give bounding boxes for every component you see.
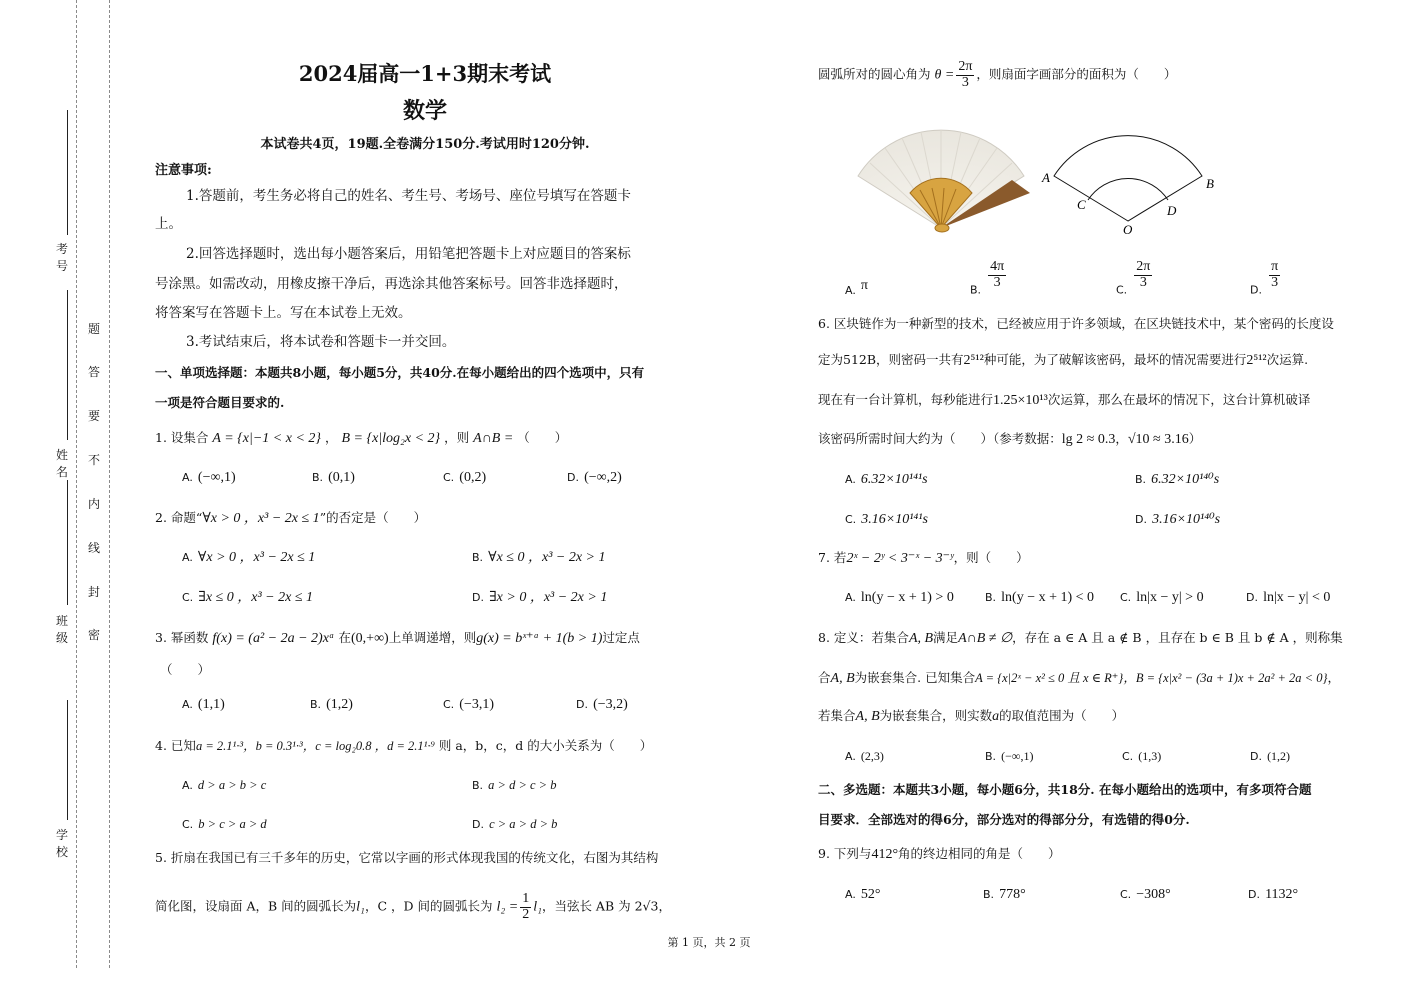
q5-theta-num: 2π bbox=[958, 59, 973, 74]
q6-line-2c: 次运算. bbox=[1266, 352, 1309, 367]
q2-post: ”的否定是（ ） bbox=[319, 510, 427, 525]
seal-char-3: 线 bbox=[88, 541, 101, 555]
q3-mid-2: 上单调递增，则 bbox=[388, 630, 477, 645]
q6-line-2b: 种可能，为了破解该密码，最坏的情况需要进行 bbox=[983, 352, 1247, 367]
q1-option-d: D. (−∞,2) bbox=[567, 470, 622, 485]
q7-option-b-value: ln(y − x + 1) < 0 bbox=[1001, 590, 1095, 605]
q7-expr: 2ˣ − 2ʸ < 3⁻ˣ − 3⁻ʸ bbox=[846, 551, 954, 566]
q5-option-d-fraction bbox=[1269, 260, 1280, 290]
q3-pre: 幂函数 bbox=[170, 630, 209, 645]
q5-post-3: ，则扇面字画部分的面积为（ ） bbox=[976, 66, 1177, 82]
outer-dashed-line bbox=[76, 0, 77, 968]
q8-ab-3: A, B bbox=[855, 709, 880, 724]
banji-label: 班级 bbox=[56, 614, 69, 645]
question-6-line-3 bbox=[818, 392, 1310, 410]
question-4 bbox=[155, 738, 652, 754]
note-2-line-3: 将答案写在答题卡上。写在本试卷上无效。 bbox=[155, 305, 412, 321]
q8-set-b: ，B = {x|x² − (3a + 1)x + 2a² + 2a < 0} bbox=[1123, 671, 1328, 685]
q5-option-b-num: 4π bbox=[990, 259, 1005, 274]
q3-option-b: B. (1,2) bbox=[310, 697, 353, 712]
q3-option-b-value: (1,2) bbox=[326, 697, 353, 712]
section-1-line-2: 一项是符合题目要求的. bbox=[155, 395, 285, 410]
q6-line-3b: 次运算，那么在最坏的情况下，这台计算机破译 bbox=[1047, 392, 1311, 407]
q1-option-a: A. (−∞,1) bbox=[182, 470, 236, 485]
kaohao-underline bbox=[67, 110, 68, 235]
q6-option-a-value: 6.32×10¹⁴¹s bbox=[860, 472, 928, 487]
q5-option-b-fraction bbox=[988, 260, 1006, 290]
q5-option-c: $_{C.}$ $\frac{2\pi}{3}$ bbox=[1116, 259, 1151, 297]
q8-ab-1: A, B bbox=[908, 631, 934, 646]
seal-char-6: 要 bbox=[88, 409, 101, 423]
q6-line-1: 区块链作为一种新型的技术，已经被应用于许多领域，在区块链技术中，某个密码的长度设 bbox=[833, 316, 1334, 331]
q5-theta-fraction bbox=[956, 60, 974, 90]
q4-option-a: A. d > a > b > c bbox=[182, 778, 267, 792]
q5-option-a: A. π bbox=[845, 278, 868, 297]
q3-option-c: C. (−3,1) bbox=[443, 697, 495, 712]
q2-expr: ∀x > 0 ，x³ − 2x ≤ 1 bbox=[202, 511, 320, 526]
note-1-line-2: 上。 bbox=[155, 216, 182, 232]
q8-line-2c: ， bbox=[1327, 670, 1340, 685]
q8-ab-2: A, B bbox=[830, 671, 855, 686]
q8-option-d: D. (1,2) bbox=[1250, 749, 1291, 763]
q3-post: 过定点 bbox=[602, 630, 640, 645]
q7-option-c: C. ln|x − y| > 0 bbox=[1120, 590, 1204, 605]
q9-number: 9. bbox=[818, 846, 830, 861]
q9-option-b: B. 778° bbox=[983, 887, 1026, 902]
question-9 bbox=[818, 846, 1061, 864]
q7-number: 7. bbox=[818, 550, 830, 565]
question-8-line-2 bbox=[818, 670, 1340, 688]
q1-paren: （ ） bbox=[517, 430, 568, 445]
q6-option-d: D. 3.16×10¹⁴⁰s bbox=[1135, 512, 1221, 527]
q8-line-2b: 为嵌套集合. 已知集合 bbox=[854, 670, 976, 685]
q1-pre: 设集合 bbox=[170, 430, 209, 445]
q8-option-d-value: (1,2) bbox=[1267, 749, 1291, 763]
question-3 bbox=[155, 630, 640, 648]
note-2-line-1: 2.回答选择题时，选出每小题答案后，用铅笔把答题卡上对应题目的答案标 bbox=[186, 246, 631, 262]
q3-interval: (0,+∞) bbox=[351, 631, 389, 646]
q1-option-a-value: (−∞,1) bbox=[197, 470, 236, 485]
q4-option-a-value: d > a > b > c bbox=[197, 778, 267, 792]
note-1-line-1: 1.答题前，考生务必将自己的姓名、考生号、考场号、座位号填写在答题卡 bbox=[186, 188, 631, 204]
q6-pow-1: 2⁵¹² bbox=[963, 353, 984, 368]
q4-pre: 已知 bbox=[170, 738, 196, 753]
q3-option-c-value: (−3,1) bbox=[459, 697, 495, 712]
q1-set-a: A = {x|−1 < x < 2} bbox=[212, 431, 321, 446]
q6-line-2a: 定为512B，则密码一共有 bbox=[818, 352, 964, 367]
question-7 bbox=[818, 550, 1029, 568]
q8-option-b-value: (−∞,1) bbox=[1001, 749, 1034, 763]
q2-option-a-value: ∀x > 0 ，x³ − 2x ≤ 1 bbox=[197, 550, 316, 565]
q5-pre-2: 简化图，设扇面 A，B 间的圆弧长为 bbox=[155, 898, 357, 914]
q8-line-3c: 的取值范围为（ ） bbox=[999, 708, 1125, 723]
q9-option-d: D. 1132° bbox=[1248, 887, 1299, 902]
q4-expr: a = 2.1¹·³，b = 0.3¹·³，c = log₂0.8 ，d = 2.1¹·⁹ bbox=[195, 739, 435, 753]
q1-option-b: B. (0,1) bbox=[312, 470, 355, 485]
q2-option-c: C. ∃x ≤ 0 ，x³ − 2x ≤ 1 bbox=[182, 590, 314, 605]
q1-set-b: B = {x|log₂x < 2} bbox=[341, 431, 441, 446]
seal-char-8: 题 bbox=[88, 322, 101, 336]
note-3: 3.考试结束后，将本试卷和答题卡一并交回。 bbox=[186, 334, 456, 350]
q4-post: 则 a，b，c，d 的大小关系为（ ） bbox=[438, 738, 653, 753]
q8-option-c-value: (1,3) bbox=[1138, 749, 1162, 763]
q9-pre: 下列与 bbox=[833, 846, 872, 861]
q9-option-a-value: 52° bbox=[860, 887, 881, 902]
q1-option-b-value: (0,1) bbox=[328, 470, 355, 485]
q1-option-c: C. (0,2) bbox=[443, 470, 487, 485]
q5-theta: θ = bbox=[934, 67, 955, 83]
q8-a-var: a bbox=[992, 709, 1000, 724]
question-5-line-2 bbox=[155, 892, 671, 922]
q5-l1-b: l₁ bbox=[533, 899, 542, 915]
q6-option-b-value: 6.32×10¹⁴⁰s bbox=[1151, 472, 1220, 487]
q2-pre: 命题“ bbox=[170, 510, 203, 525]
q8-line-2a: 合 bbox=[818, 670, 831, 685]
xuexiao-underline bbox=[67, 700, 68, 820]
fig-label-o: O bbox=[1123, 222, 1133, 237]
q3-mid-1: 在 bbox=[338, 630, 352, 645]
q3-g-expr: g(x) = bˣ⁺ᵃ + 1(b > 1) bbox=[476, 631, 603, 646]
xingming-underline bbox=[67, 290, 68, 440]
q2-option-b: B. ∀x ≤ 0 ，x³ − 2x > 1 bbox=[472, 550, 606, 565]
q2-option-a: A. ∀x > 0 ，x³ − 2x ≤ 1 bbox=[182, 550, 316, 565]
q9-option-b-value: 778° bbox=[999, 887, 1026, 902]
section-2-line-2: 目要求．全部选对的得6分，部分选对的得部分分，有选错的得0分. bbox=[818, 812, 1190, 827]
q9-option-c: C. −308° bbox=[1120, 887, 1171, 902]
q7-option-a: A. ln(y − x + 1) > 0 bbox=[845, 590, 954, 605]
q9-post: 角的终边相同的角是（ ） bbox=[898, 846, 1061, 861]
q7-post: ，则（ ） bbox=[953, 550, 1029, 565]
q8-cond: A∩B ≠ ∅ bbox=[958, 631, 1013, 646]
page-footer: 第 1 页，共 2 页 bbox=[667, 936, 751, 949]
q6-line-4b: ） bbox=[1188, 431, 1202, 446]
question-6-line-1 bbox=[818, 316, 1334, 331]
fig-label-b: B bbox=[1206, 176, 1214, 191]
section-2-line-1: 二、多选题：本题共3小题，每小题6分，共18分. 在每小题给出的选项中，有多项符合题 bbox=[818, 782, 1312, 797]
fig-label-c: C bbox=[1077, 197, 1086, 212]
q3-number: 3. bbox=[155, 630, 167, 645]
q3-option-d: D. (−3,2) bbox=[576, 697, 628, 712]
xuexiao-label: 学校 bbox=[56, 828, 69, 859]
q5-chord: ，当弦长 AB 为 2√3， bbox=[541, 898, 671, 914]
q7-option-d: D. ln|x − y| < 0 bbox=[1246, 590, 1331, 605]
q3-option-a-value: (1,1) bbox=[197, 697, 225, 712]
q3-paren: （ ） bbox=[160, 662, 211, 677]
q3-option-d-value: (−3,2) bbox=[593, 697, 628, 712]
q4-option-b: B. a > d > c > b bbox=[472, 778, 557, 792]
q5-option-d-den: 3 bbox=[1269, 275, 1280, 291]
q5-half-den: 2 bbox=[522, 906, 530, 922]
q2-number: 2. bbox=[155, 510, 167, 525]
q7-option-b: B. ln(y − x + 1) < 0 bbox=[985, 590, 1095, 605]
q6-option-d-value: 3.16×10¹⁴⁰s bbox=[1152, 512, 1221, 527]
question-5-line-1 bbox=[155, 850, 658, 865]
q6-ref-1: lg 2 ≈ 0.3 bbox=[1061, 432, 1116, 447]
q4-option-b-value: a > d > c > b bbox=[488, 778, 557, 792]
q5-theta-den: 3 bbox=[956, 75, 974, 91]
q6-rate: 1.25×10¹³ bbox=[993, 393, 1048, 408]
q9-angle: 412° bbox=[871, 847, 899, 862]
notes-heading: 注意事项: bbox=[155, 163, 212, 178]
section-1-line-1: 一、单项选择题：本题共8小题，每小题5分，共40分.在每小题给出的四个选项中，只有 bbox=[155, 365, 645, 380]
q2-option-b-value: ∀x ≤ 0 ，x³ − 2x > 1 bbox=[488, 550, 606, 565]
fig-label-a: A bbox=[1042, 170, 1050, 185]
q8-option-a: A. (2,3) bbox=[845, 749, 884, 763]
q6-pow-2: 2⁵¹² bbox=[1246, 353, 1267, 368]
q5-number: 5. bbox=[155, 850, 167, 865]
q5-l1: l₁ bbox=[356, 899, 365, 915]
seal-char-4: 内 bbox=[88, 497, 101, 511]
q5-option-b-den: 3 bbox=[988, 275, 1006, 291]
q8-line-1c: ，存在 a ∈ A 且 a ∉ B ，且存在 b ∈ B 且 b ∉ A ，则称集 bbox=[1012, 630, 1343, 645]
q5-line-1: 折扇在我国已有三千多年的历史，它常以字画的形式体现我国的传统文化，右图为其结构 bbox=[170, 850, 659, 865]
q2-option-d: D. ∃x > 0 ，x³ − 2x > 1 bbox=[472, 590, 608, 605]
q9-option-a: A. 52° bbox=[845, 887, 881, 902]
q5-option-c-fraction bbox=[1134, 260, 1152, 290]
seal-char-1: 密 bbox=[88, 628, 101, 642]
q6-option-c-value: 3.16×10¹⁴¹s bbox=[861, 512, 928, 527]
q4-number: 4. bbox=[155, 738, 167, 753]
q9-option-d-value: 1132° bbox=[1265, 887, 1299, 902]
q1-post: ，则 bbox=[444, 430, 470, 445]
q6-line-3a: 现在有一台计算机，每秒能进行 bbox=[818, 392, 994, 407]
q8-line-1a: 定义：若集合 bbox=[833, 630, 909, 645]
seal-char-2: 封 bbox=[88, 585, 101, 599]
question-5-line-3 bbox=[818, 60, 1176, 90]
q5-option-c-den: 3 bbox=[1134, 275, 1152, 291]
exam-title: 2024届高一1+3期末考试 bbox=[298, 61, 552, 86]
q8-option-c: C. (1,3) bbox=[1122, 749, 1162, 763]
q8-option-a-value: (2,3) bbox=[860, 749, 884, 763]
q6-line-4a: 该密码所需时间大约为（ ）（参考数据： bbox=[818, 431, 1062, 446]
q2-option-d-value: ∃x > 0 ，x³ − 2x > 1 bbox=[489, 590, 608, 605]
q4-option-d-value: c > a > d > b bbox=[489, 817, 558, 831]
exam-subject: 数学 bbox=[402, 98, 447, 124]
q3-option-a: A. (1,1) bbox=[182, 697, 225, 712]
seal-char-5: 不 bbox=[88, 453, 101, 467]
banji-underline bbox=[67, 480, 68, 605]
q4-option-c-value: b > c > a > d bbox=[198, 817, 267, 831]
q5-l2-eq: l₂ = bbox=[496, 899, 519, 915]
xingming-label: 姓名 bbox=[56, 448, 69, 479]
question-6-line-2 bbox=[818, 352, 1308, 370]
q6-ref-2: √10 ≈ 3.16 bbox=[1127, 432, 1189, 447]
folding-fan-picture bbox=[858, 130, 1030, 232]
question-8-line-3 bbox=[818, 708, 1124, 726]
q5-option-c-num: 2π bbox=[1136, 259, 1151, 274]
q1-option-c-value: (0,2) bbox=[459, 470, 487, 485]
q8-option-b: B. (−∞,1) bbox=[985, 749, 1034, 763]
q1-expr: A∩B = bbox=[473, 431, 514, 446]
q8-number: 8. bbox=[818, 630, 830, 645]
fan-figure bbox=[840, 118, 1220, 238]
q5-cd: ，C ，D 间的圆弧长为 bbox=[364, 898, 493, 914]
q5-half-fraction bbox=[520, 892, 531, 922]
kaohao-label: 考号 bbox=[56, 242, 69, 273]
q8-line-1b: 满足 bbox=[933, 630, 959, 645]
q6-number: 6. bbox=[818, 316, 830, 331]
q2-option-c-value: ∃x ≤ 0 ，x³ − 2x ≤ 1 bbox=[198, 590, 314, 605]
fig-label-d: D bbox=[1167, 203, 1177, 218]
q8-line-3a: 若集合 bbox=[818, 708, 856, 723]
q1-number: 1. bbox=[155, 430, 167, 445]
q3-f-expr: f(x) = (a² − 2a − 2)xᵃ bbox=[212, 631, 335, 646]
question-1: 1. 设集合 A = {x|−1 < x < 2} ， B = {x|log₂x < 2} ，则 A∩B = （ ） bbox=[155, 430, 568, 446]
q6-option-c: C. 3.16×10¹⁴¹s bbox=[845, 512, 928, 527]
q8-line-3b: 为嵌套集合，则实数 bbox=[879, 708, 993, 723]
question-8-line-1 bbox=[818, 630, 1343, 648]
q7-option-d-value: ln|x − y| < 0 bbox=[1263, 590, 1331, 605]
q4-option-c: C. b > c > a > d bbox=[182, 817, 267, 831]
q5-option-d-num: π bbox=[1271, 259, 1279, 274]
q7-option-c-value: ln|x − y| > 0 bbox=[1136, 590, 1204, 605]
inner-dashed-line bbox=[109, 0, 110, 968]
q9-option-c-value: −308° bbox=[1136, 887, 1171, 902]
q5-option-d: $_{D.}$ $\frac{\pi}{3}$ bbox=[1250, 259, 1279, 297]
q5-option-b: $_{B.}$ $\frac{4\pi}{3}$ bbox=[970, 259, 1005, 297]
question-6-line-4: 该密码所需时间大约为（ ）（参考数据：lg 2 ≈ 0.3，√10 ≈ 3.16） bbox=[818, 431, 1202, 447]
question-2 bbox=[155, 510, 426, 528]
q5-pre-3: 圆弧所对的圆心角为 bbox=[818, 66, 931, 82]
q6-option-b: B. 6.32×10¹⁴⁰s bbox=[1135, 472, 1220, 487]
q5-half-num: 1 bbox=[522, 891, 530, 906]
q6-option-a: A. 6.32×10¹⁴¹s bbox=[845, 472, 928, 487]
q8-set-a: A = {x|2ˣ − x² ≤ 0 且 x ∈ R⁺} bbox=[975, 671, 1124, 685]
exam-summary: 本试卷共4页，19题.全卷满分150分.考试用时120分钟. bbox=[260, 137, 590, 152]
q1-option-d-value: (−∞,2) bbox=[584, 470, 622, 485]
q5-option-a-value: π bbox=[860, 278, 868, 293]
q7-option-a-value: ln(y − x + 1) > 0 bbox=[860, 590, 954, 605]
note-2-line-2: 号涂黑。如需改动，用橡皮擦干净后，再选涂其他答案标号。回答非选择题时， bbox=[155, 276, 628, 292]
q4-option-d: D. c > a > d > b bbox=[472, 817, 558, 831]
seal-char-7: 答 bbox=[88, 365, 101, 379]
q7-pre: 若 bbox=[833, 550, 847, 565]
